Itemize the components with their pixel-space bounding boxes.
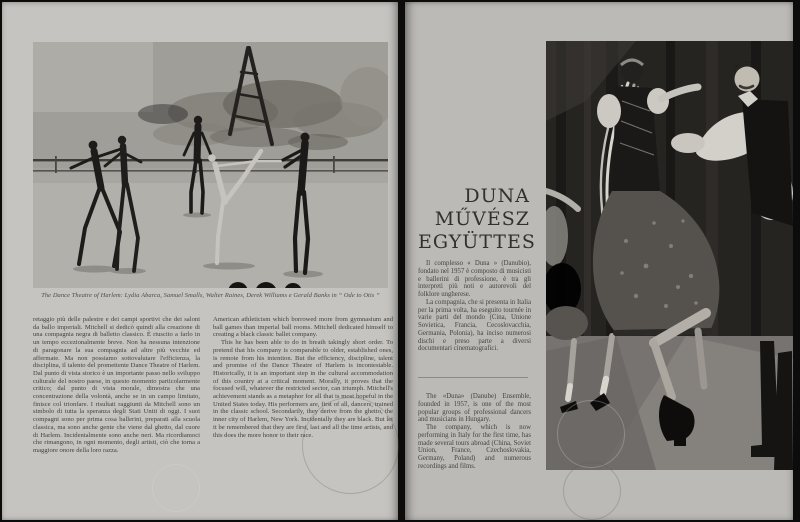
italian-intro-paragraph-2: La compagnia, che si presenta in Italia per la prima volta, ha eseguito tournée in varie parti del mondo (Cina, Unione Sovietica, Francia, Cecoslovacchia, Germania, Polonia), ha inciso numerosi dischi e preso parte a diversi documentari cinematografici.	[418, 298, 531, 353]
english-intro-paragraph-1: The «Duna» (Danube) Ensemble, founded in 1957, is one of the most popular groups of professional dancers and musicians in Hungary.	[418, 393, 531, 424]
photo-caption: The Dance Theatre of Harlem: Lydia Abarca, Samuel Smalls, Walter Raines, Derek Williams e Gerald Banks in “ Ode to Otis ”	[41, 292, 380, 299]
scan-ring-artifact	[563, 462, 621, 520]
harlem-rehearsal-illustration	[33, 42, 388, 288]
scan-ring-artifact	[302, 397, 399, 494]
italian-intro-paragraph-1: Il complesso « Duna » (Danubio), fondato nel 1957 è composto di musicisti e ballerini di professione, è tra gli interpreti più noti e autorevoli del folklore ungherese.	[418, 260, 531, 298]
right-page	[405, 2, 793, 520]
scan-ring-artifact	[152, 464, 200, 512]
english-paragraph-1: American athleticism which borrowed more from gymnasium and ball games than imperial ball rooms. Mitchell dedicated himself to creating a black classic ballet company.	[213, 316, 393, 339]
title-line-2: MŰVÉSZ	[434, 208, 530, 230]
italian-intro	[418, 260, 531, 353]
article-title	[418, 185, 536, 254]
divider-rule	[418, 377, 528, 378]
english-intro-paragraph-2: The company, which is now performing in Italy for the first time, has made several tours abroad (China, Soviet Union, France, Czechoslovakia, Germany, Poland) and numerous recordings and films.	[418, 424, 531, 470]
title-line-3: EGYÜTTES	[418, 231, 536, 253]
english-paragraph-2: This he has been able to do in breath takingly short order. To pretend that his company is comparable to older, established ones, is remote from his intention. But the efficiency, discipline, talent and promise of the Dance Theatre of Harlem is incontestable. Historically, it is an important step in the cultural accommodation of this country at a critical moment. Morally, it proves that the focused will, whatever the restricted sector, can triumph. Mitchell's achievement stands as a metaphor for all that is most hopeful in the United States today. His performers are, first of all, dancers, trained in the classic school. Secondarily, they derive from the ghetto, the inner city of Harlem, New York. Incidentally they are black. But let it be remembered that they are first, last and all the time artists, and this does the more honor to their race.	[213, 339, 393, 439]
italian-paragraph: retaggio più delle palestre e dei campi sportivi che dei saloni da ballo imperiali. Mitchell si dedicò quindi alla creazione di una compagnia negra di balletto classico. È riuscito a farlo in un tempo eccezionalmente breve. Non ha nessuna intenzione di paragonare la sua compagnia ad altre più vecchie ed affermate. Ma non possiamo sottovalutare l'efficienza, la disciplina, il talento del promettente Dance Theatre of Harlem. Dal punto di vista storico è un importante passo nello sviluppo culturale del nostro paese, in questo momento particolarmente critico; dal punto di vista morale, dimostra che una concentrazione della volontà, anche se in un campo limitato, finisce col trionfare. I risultati raggiunti da Mitchell sono un simbolo di tutta la speranza degli Stati Uniti di oggi. I suoi compagni sono per prima cosa ballerini, preparati alla scuola classica, ma sono anche gente che viene dal ghetto, dal cuore di Harlem. Incidentalmente sono anche neri. Ma ricordiamoci che rimangono, in ogni momento, degli artisti, ciò che torna a maggiore onore della loro razza.	[33, 316, 200, 454]
scan-ring-artifact	[557, 400, 625, 468]
left-page	[2, 2, 398, 520]
english-intro	[418, 393, 531, 471]
dance-theatre-harlem-photo	[33, 42, 388, 288]
title-line-1: DUNA	[464, 185, 530, 207]
column-italian	[33, 316, 200, 455]
